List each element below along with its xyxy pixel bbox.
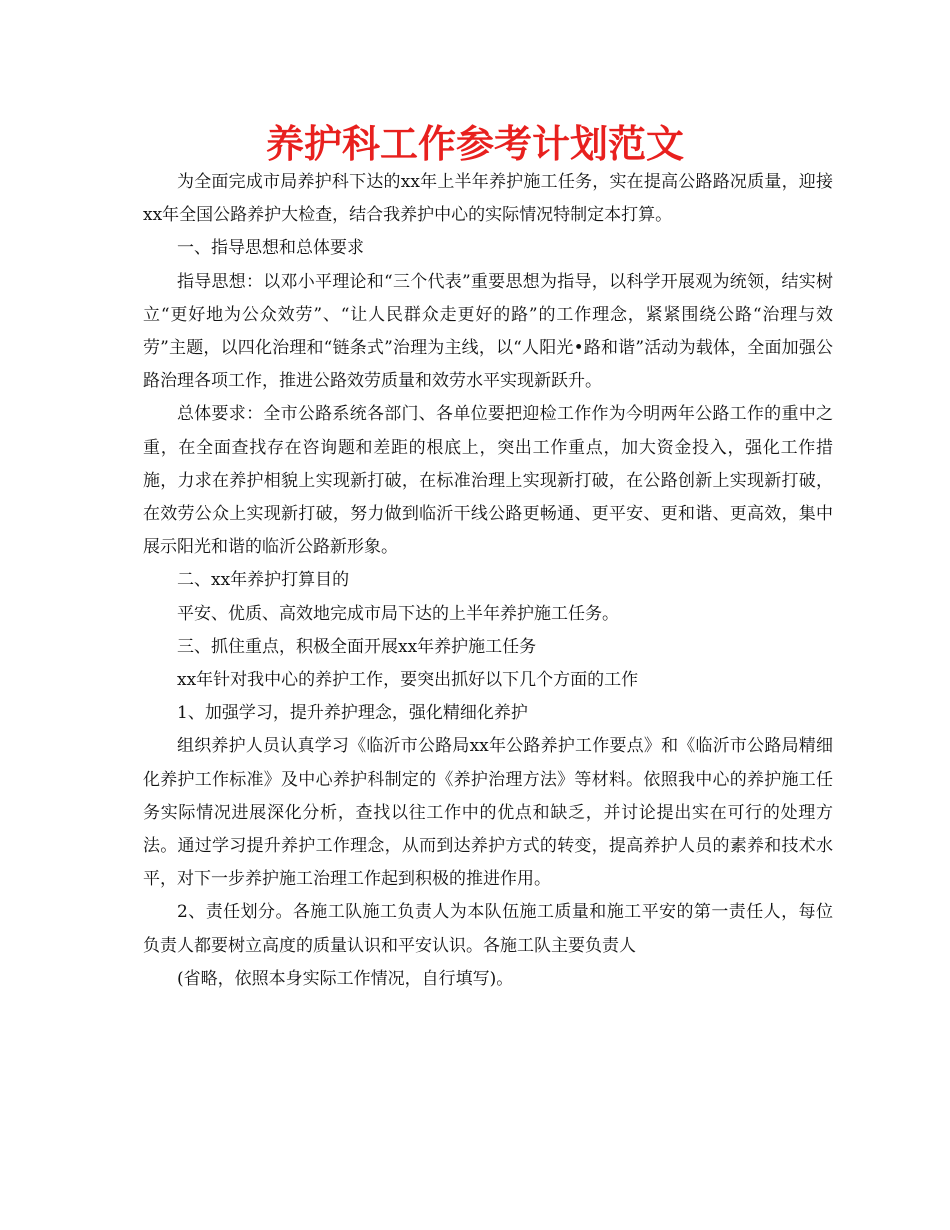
document-body <box>143 166 833 996</box>
paragraph: (省略，依照本身实际工作情况，自行填写)。 <box>177 968 514 989</box>
document-title: 养护科工作参考计划范文 <box>265 122 684 166</box>
paragraph: 平安、优质、高效地完成市局下达的上半年养护施工任务。 <box>177 603 619 624</box>
paragraph: xx年针对我中心的养护工作，要突出抓好以下几个方面的工作 <box>177 670 639 691</box>
paragraph: 组织养护人员认真学习《临沂市公路局xx年公路养护工作要点》和《临沂市公路局精细化养护工作标准》及中心养护科制定的《养护治理方法》等材料。依照我中心的养护施工任务实际情况进展深化分析，查找以往工作中的优点和缺乏，并讨论提出实在可行的处理方法。通过学习提升养护工作理念，从而到达养护方式的转变，提高养护人员的素养和技术水平，对下一步养护施工治理工作起到积极的推进作用。 <box>143 736 833 890</box>
paragraph: 总体要求：全市公路系统各部门、各单位要把迎检工作作为今明两年公路工作的重中之重，在全面查找存在咨询题和差距的根底上，突出工作重点，加大资金投入，强化工作措施，力求在养护相貌上实现新打破，在标准治理上实现新打破，在公路创新上实现新打破，在效劳公众上实现新打破，努力做到临沂干线公路更畅通、更平安、更和谐、更高效，集中展示阳光和谐的临沂公路新形象。 <box>143 404 833 558</box>
section-heading: 二、xx年养护打算目的 <box>177 570 350 591</box>
section-heading: 一、指导思想和总体要求 <box>177 238 364 259</box>
paragraph: 为全面完成市局养护科下达的xx年上半年养护施工任务，实在提高公路路况质量，迎接xx年全国公路养护大检查，结合我养护中心的实际情况特制定本打算。 <box>143 172 833 226</box>
section-heading: 三、抓住重点，积极全面开展xx年养护施工任务 <box>177 636 537 657</box>
paragraph: 2、责任划分。各施工队施工负责人为本队伍施工质量和施工平安的第一责任人，每位负责人都要树立高度的质量认识和平安认识。各施工队主要负责人 <box>143 902 833 956</box>
subsection-heading: 1、加强学习，提升养护理念，强化精细化养护 <box>177 703 528 724</box>
paragraph: 指导思想：以邓小平理论和“三个代表”重要思想为指导，以科学开展观为统领，结实树立“更好地为公众效劳”、“让人民群众走更好的路”的工作理念，紧紧围绕公路“治理与效劳”主题，以四化治理和“链条式”治理为主线，以“人阳光•路和谐”活动为载体，全面加强公路治理各项工作，推进公路效劳质量和效劳水平实现新跃升。 <box>143 271 833 392</box>
